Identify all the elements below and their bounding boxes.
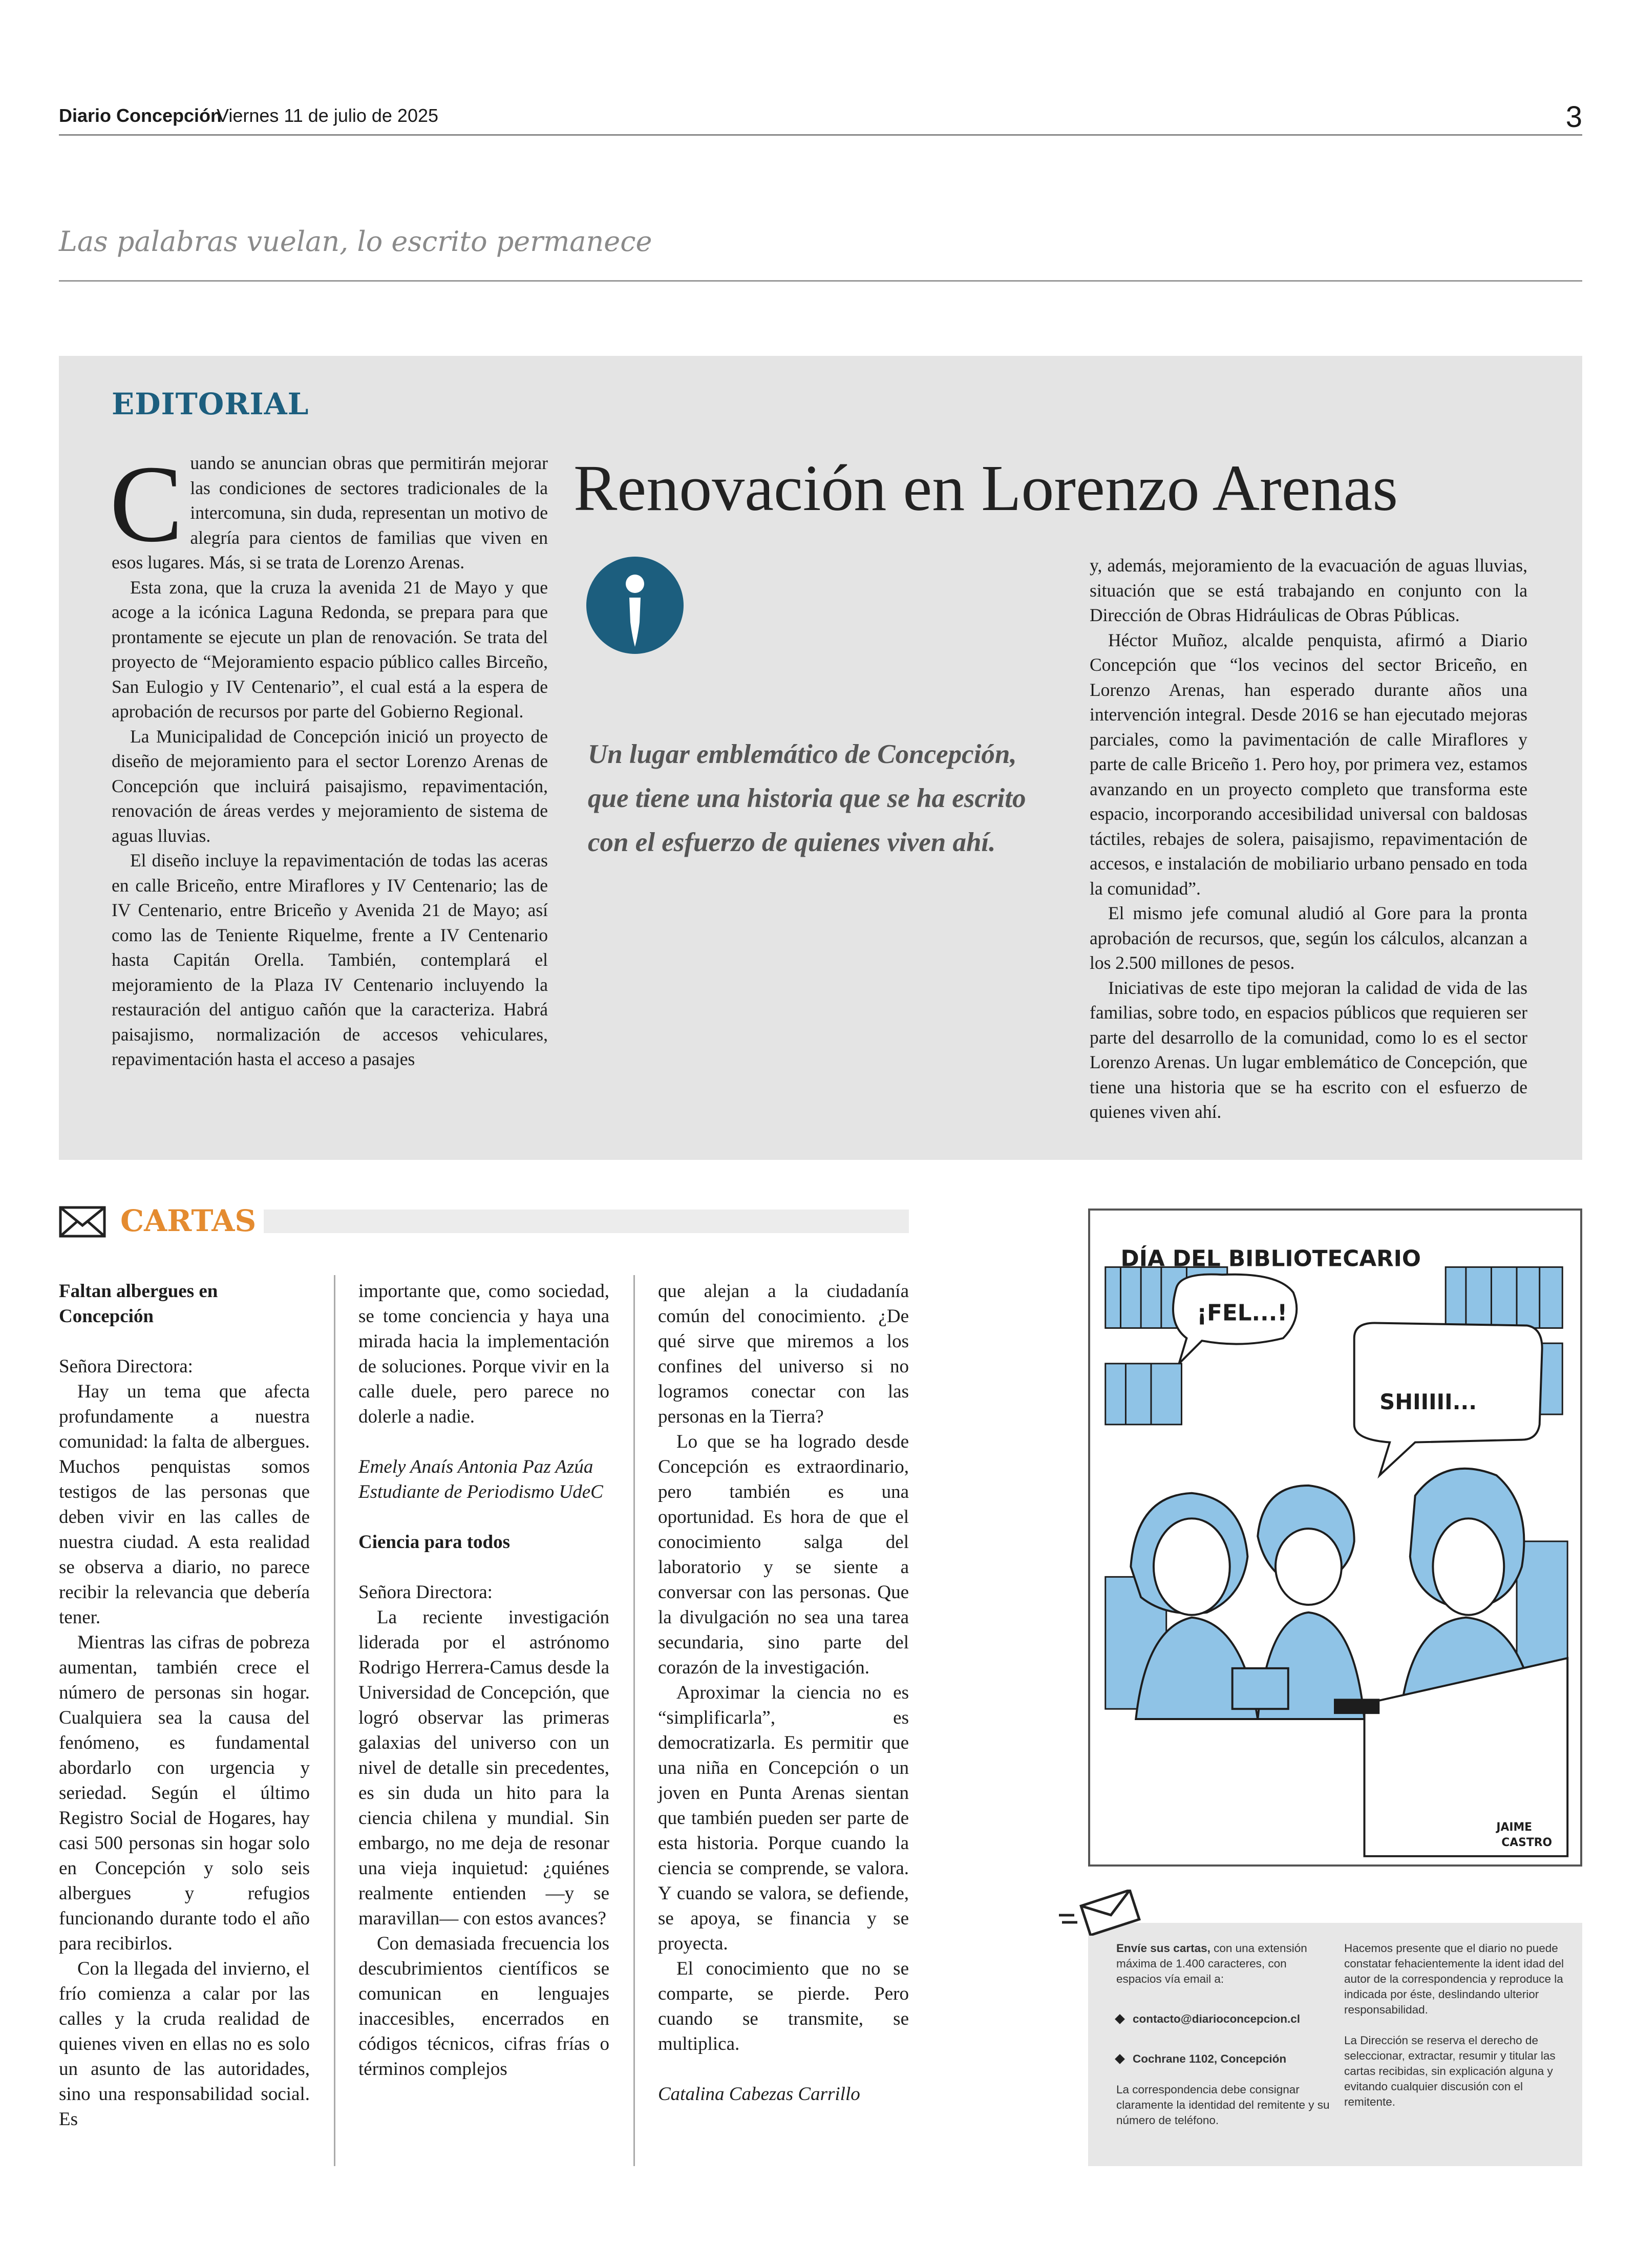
letter-signature-name: Catalina Cabezas Carrillo bbox=[658, 2084, 860, 2105]
envelope-icon bbox=[59, 1206, 106, 1238]
letter-signature-name: Emely Anaís Antonia Paz Azúa bbox=[358, 1456, 593, 1477]
editorial-paragraph: La Municipalidad de Concepción inició un proyecto de diseño de mejoramiento para el sector Lorenzo Arenas de Concepción que incluirá paisajismo, repavimentación, renovación de áreas verdes y mejoramiento de sistema de aguas lluvias. bbox=[112, 726, 548, 846]
cartoon-caption: DÍA DEL BIBLIOTECARIO bbox=[1120, 1246, 1421, 1272]
contact-address: Cochrane 1102, Concepción bbox=[1133, 2052, 1287, 2065]
letter-paragraph: Lo que se ha logrado desde Concepción es extraordinario, pero también es una oportunidad. Es hora de que el conocimiento salga del laboratorio y se siente a conversar con las personas. Que la divulgación no sea una tarea secundaria, sino parte del corazón de la investigación. bbox=[658, 1431, 909, 1678]
disclaimer-2: La Dirección se reserva el derecho de seleccionar, extractar, resumir y titular las cartas recibidas, sin explicación alguna y evitando cualquier discusión con el remitente. bbox=[1344, 2034, 1556, 2108]
column-rule bbox=[633, 1275, 635, 2166]
cartoon-bubble-2: SHIIIII... bbox=[1379, 1389, 1477, 1415]
editorial-lead-paragraph: uando se anuncian obras que permitirán mejorar las condiciones de sectores tradicionales de la intercomuna, sin duda, representan un motivo de alegría para cientos de familias que viven en esos lugares. Más, si se trata de Lorenzo Arenas. bbox=[112, 453, 548, 573]
letters-column-3 bbox=[658, 1279, 909, 2107]
letter-salutation: Señora Directora: bbox=[358, 1582, 493, 1603]
page-number: 3 bbox=[1565, 100, 1582, 134]
editorial-paragraph: Héctor Muñoz, alcalde penquista, afirmó a Diario Concepción que “los vecinos del sector Briceño, en Lorenzo Arenas, han esperado durante años una intervención integral. Desde 2016 se han ejecutado mejoras parciales, como la pavimentación de calle Miraflores y parte de calle Briceño 1. Pero hoy, por primera vez, estamos avanzando en un proyecto completo que transforma este espacio, incorporando accesibilidad universal con baldosas táctiles, rebajes de solera, paisajismo, repavimentación de accesos, e instalación de mobiliario urbano pensado en toda la comunidad”. bbox=[1090, 629, 1527, 899]
editorial-paragraph: y, además, mejoramiento de la evacuación de aguas lluvias, situación que se está trabajando en conjunto con la Dirección de Obras Hidráulicas de Obras Públicas. bbox=[1090, 555, 1527, 625]
editorial-section-label: EDITORIAL bbox=[112, 387, 309, 421]
letter-paragraph: Con demasiada frecuencia los descubrimientos científicos se comunican en lenguajes inaccesibles, encerrados en códigos técnicos, cifras frías o términos complejos bbox=[358, 1933, 609, 2080]
letter-paragraph: Aproximar la ciencia no es “simplificarla”, es democratizarla. Es permitir que una niña en Concepción o un joven en Punta Arenas sientan que también pueden ser parte de esta historia. Porque cuando la ciencia se comprende, se valora. Y cuando se valora, se defiende, se apoya, se financia y se proyecta. bbox=[658, 1682, 909, 1954]
editorial-headline: Renovación en Lorenzo Arenas bbox=[573, 452, 1398, 524]
column-rule bbox=[334, 1275, 335, 2166]
masthead bbox=[59, 100, 1582, 136]
editorial-column-1 bbox=[110, 442, 548, 1072]
bullet-icon bbox=[1115, 2014, 1125, 2024]
drop-cap: C bbox=[110, 442, 183, 565]
editorial-column-3 bbox=[1090, 553, 1527, 1125]
letter-title: Faltan albergues en Concepción bbox=[59, 1281, 218, 1327]
contact-intro-bold: Envíe sus cartas, bbox=[1116, 1942, 1210, 1955]
disclaimer-1: Hacemos presente que el diario no puede constatar fehacientemente la ident idad del autor de la correspondencia y reproduce la indicada por éste, deslindando ulterior responsabilidad. bbox=[1344, 1942, 1564, 2016]
contact-email[interactable]: contacto@diarioconcepcion.cl bbox=[1133, 2012, 1300, 2025]
letter-paragraph: Hay un tema que afecta profundamente a nuestra comunidad: la falta de albergues. Muchos penquistas somos testigos de las personas que deben vivir en las calles de nuestra ciudad. A esta realidad se observa a diario, no parece recibir la relevancia que debería tener. bbox=[59, 1381, 310, 1628]
bullet-icon bbox=[1115, 2054, 1125, 2064]
letters-column-2 bbox=[358, 1279, 609, 2082]
letter-signature-role: Estudiante de Periodismo UdeC bbox=[358, 1481, 603, 1502]
letter-paragraph: que alejan a la ciudadanía común del conocimiento. ¿De qué sirve que miremos a los confines del universo si no logramos conectar con las personas en la Tierra? bbox=[658, 1281, 909, 1427]
editorial-paragraph: Iniciativas de este tipo mejoran la calidad de vida de las familias, sobre todo, en espacios públicos que requieren ser parte del desarrollo de la comunidad, como lo es el sector Lorenzo Arenas. Un lugar emblemático de Concepción, que tiene una historia que se ha escrito con el esfuerzo de quienes viven ahí. bbox=[1090, 977, 1527, 1122]
editorial-paragraph: El mismo jefe comunal aludió al Gore para la pronta aprobación de recursos, que, según los cálculos, alcanzan a los 2.500 millones de pesos. bbox=[1090, 903, 1527, 973]
letter-paragraph: Mientras las cifras de pobreza aumentan, también crece el número de personas sin hogar. Cualquiera sea la causa del fenómeno, es fundamental abordarlo con urgencia y seriedad. Según el último Registro Social de Hogares, hay casi 500 personas sin hogar solo en Concepción y solo seis albergues y refugios funcionando durante todo el año para recibirlos. bbox=[59, 1632, 310, 1954]
contact-note: La correspondencia debe consignar claramente la identidad del remitente y su número de teléfono. bbox=[1116, 2083, 1330, 2127]
letter-paragraph: El conocimiento que no se comparte, se pierde. Pero cuando se transmite, se multiplica. bbox=[658, 1958, 909, 2054]
cartoon-bubble-1: ¡FEL...! bbox=[1197, 1300, 1288, 1326]
letter-title: Ciencia para todos bbox=[358, 1532, 510, 1553]
letter-paragraph: La reciente investigación liderada por el astrónomo Rodrigo Herrera-Camus desde la Universidad de Concepción, que logró observar las primeras galaxias del universo con un nivel de detalle sin precedentes, es sin duda un hito para la ciencia chilena y mundial. Sin embargo, no me deja de resonar una vieja inquietud: ¿quiénes realmente entienden —y se maravillan— con estos avances? bbox=[358, 1607, 609, 1929]
letter-salutation: Señora Directora: bbox=[59, 1356, 193, 1377]
contact-intro: con una extensión máxima de 1.400 caracteres, con espacios vía email a: bbox=[1116, 1942, 1307, 1985]
cartoon-signature: CASTRO bbox=[1501, 1836, 1553, 1849]
contact-envelope-icon bbox=[1059, 1890, 1141, 1936]
cartas-section-label: CARTAS bbox=[120, 1203, 257, 1238]
paper-name: Diario Concepción bbox=[59, 105, 222, 126]
info-icon bbox=[586, 556, 724, 655]
section-slogan: Las palabras vuelan, lo escrito permanece bbox=[59, 225, 1582, 282]
cartoon-signature: JAIME bbox=[1496, 1821, 1533, 1834]
editorial-pull-quote: Un lugar emblemático de Concepción, que tiene una historia que se ha escrito con el esfuerzo de quienes viven ahí. bbox=[588, 739, 1026, 857]
section-divider-bar bbox=[264, 1210, 909, 1233]
letters-column-1 bbox=[59, 1279, 310, 2132]
editorial-cartoon bbox=[1088, 1209, 1582, 1867]
editorial-paragraph: El diseño incluye la repavimentación de todas las aceras en calle Briceño, entre Miraflores y IV Centenario; las de IV Centenario, entre Briceño y Avenida 21 de Mayo; así como las de Teniente Riquelme, frente a IV Centenario hasta Capitán Orella. También, contemplará el mejoramiento de la Plaza IV Centenario incluyendo la restauración del antiguo cañón que la caracteriza. Habrá paisajismo, normalización de accesos vehiculares, repavimentación hasta el acceso a pasajes bbox=[112, 850, 548, 1069]
contact-instructions bbox=[1116, 1941, 1331, 2128]
letter-paragraph: importante que, como sociedad, se tome conciencia y haya una mirada hacia la implementación de soluciones. Porque vivir en la calle duele, pero parece no dolerle a nadie. bbox=[358, 1281, 609, 1427]
issue-date: Viernes 11 de julio de 2025 bbox=[217, 105, 439, 126]
contact-disclaimers bbox=[1344, 1941, 1569, 2110]
letter-paragraph: Con la llegada del invierno, el frío comienza a calar por las calles y la cruda realidad de quienes viven en ellas no es solo un asunto de las autoridades, sino una responsabilidad social. Es bbox=[59, 1958, 310, 2130]
editorial-paragraph: Esta zona, que la cruza la avenida 21 de Mayo y que acoge a la icónica Laguna Redonda, se prepara para que prontamente se ejecute un plan de renovación. Se trata del proyecto de “Mejoramiento espacio público calles Birceño, San Eulogio y IV Centenario”, el cual está a la espera de aprobación de recursos por parte del Gobierno Regional. bbox=[112, 577, 548, 722]
